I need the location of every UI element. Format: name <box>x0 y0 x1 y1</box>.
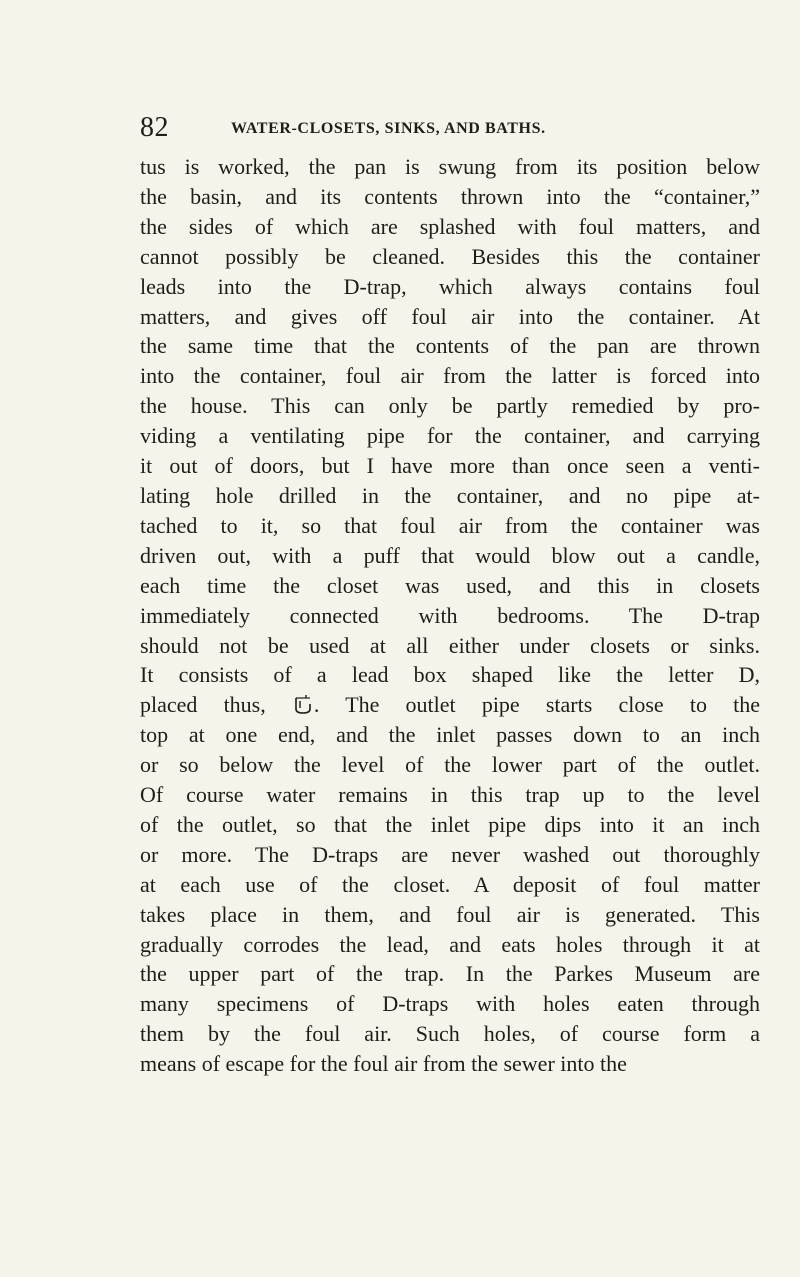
text-line: many specimens of D-traps with holes eaten through <box>140 991 760 1017</box>
text-line-with-symbol <box>140 690 760 720</box>
text-line: lating hole drilled in the container, and no pipe at- <box>140 482 760 508</box>
text-line: tus is worked, the pan is swung from its position below <box>140 154 760 179</box>
text-line: of the outlet, so that the inlet pipe dips into it an inch <box>140 811 760 837</box>
text-line: driven out, with a puff that would blow out a candle, <box>140 542 760 568</box>
page-number: 82 <box>140 112 169 143</box>
text-line: or more. The D-traps are never washed out thoroughly <box>140 841 760 867</box>
text-fragment: placed thus, <box>140 692 266 718</box>
text-line: means of escape for the foul air from the sewer into the <box>140 1051 627 1077</box>
text-line: or so below the level of the lower part of the outlet. <box>140 752 760 778</box>
text-line: cannot possibly be cleaned. Besides this the container <box>140 243 760 269</box>
text-line: leads into the D-trap, which always contains foul <box>140 273 760 299</box>
text-line: tached to it, so that foul air from the container was <box>140 512 760 538</box>
page-header <box>140 112 760 144</box>
d-trap-diagram-icon <box>294 693 312 723</box>
text-line: the house. This can only be partly remedied by pro- <box>140 393 760 419</box>
text-line: should not be used at all either under closets or sinks. <box>140 632 760 658</box>
text-line: the basin, and its contents thrown into the “container,” <box>140 183 760 209</box>
text-line: takes place in them, and foul air is generated. This <box>140 901 760 927</box>
text-line: It consists of a lead box shaped like the letter D, <box>140 662 760 688</box>
text-line: the same time that the contents of the pan are thrown <box>140 333 760 359</box>
text-line: each time the closet was used, and this in closets <box>140 572 760 598</box>
text-line: them by the foul air. Such holes, of course form a <box>140 1021 760 1047</box>
text-line: the sides of which are splashed with foul matters, and <box>140 213 760 239</box>
text-line: top at one end, and the inlet passes down to an inch <box>140 722 760 748</box>
text-line: gradually corrodes the lead, and eats holes through it at <box>140 931 760 957</box>
text-line: Of course water remains in this trap up to the level <box>140 782 760 808</box>
text-line: at each use of the closet. A deposit of foul matter <box>140 871 760 897</box>
body-text <box>140 152 760 1079</box>
text-fragment: . The outlet pipe starts close to the <box>313 692 760 718</box>
text-line: matters, and gives off foul air into the container. At <box>140 303 760 329</box>
text-line: into the container, foul air from the latter is forced into <box>140 363 760 389</box>
text-line: viding a ventilating pipe for the container, and carrying <box>140 423 760 449</box>
running-head: WATER-CLOSETS, SINKS, AND BATHS. <box>231 120 546 137</box>
text-line: the upper part of the trap. In the Parkes Museum are <box>140 961 760 987</box>
text-line: immediately connected with bedrooms. The D-trap <box>140 602 760 628</box>
text-line: it out of doors, but I have more than once seen a venti- <box>140 453 760 479</box>
